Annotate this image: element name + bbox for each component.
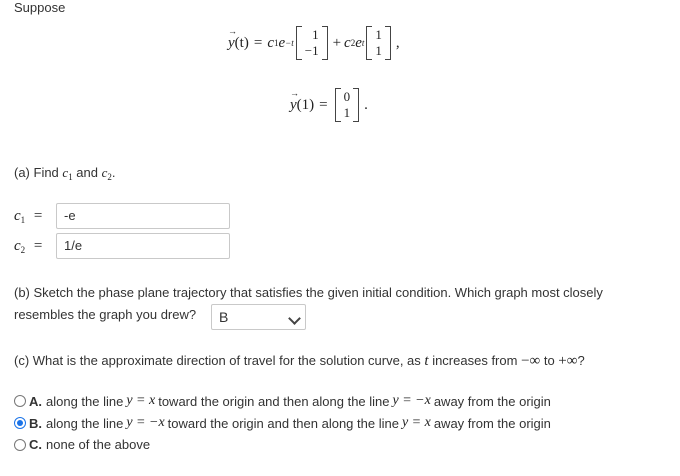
solution-equation [228, 18, 400, 68]
intro-text: Suppose [14, 0, 66, 15]
ic-equals: = [319, 96, 328, 113]
graph-select[interactable] [211, 304, 306, 330]
ic-vector-bottom: 1 [343, 105, 351, 120]
c2-symbol: c [344, 34, 351, 51]
vector-1 [296, 26, 328, 60]
option-a-radio[interactable] [14, 395, 26, 407]
vector-2 [366, 26, 391, 60]
option-c[interactable]: C. none of the above [14, 437, 150, 452]
c2-subscript: 2 [350, 38, 356, 48]
y-argument: (t) [234, 34, 249, 51]
equals-sign: = [253, 34, 263, 51]
part-a-prompt: (a) Find $c_1$ and $c_2$. [14, 165, 116, 182]
part-b-prompt-line2: resembles the graph you drew? [14, 307, 197, 322]
ic-vector-top: 0 [343, 89, 351, 104]
period: . [364, 96, 368, 113]
comma: , [395, 34, 400, 51]
part-c-prompt: (c) What is the approximate direction of travel for the solution curve, as t increases from −∞ to +∞? [14, 353, 585, 369]
vector-1-top: 1 [312, 27, 319, 42]
vector-1-bottom: −1 [304, 43, 319, 58]
option-b[interactable]: B. along the line y = −x toward the origin and then along the line y = x away from the origin [14, 415, 551, 431]
c1-subscript: 1 [273, 38, 279, 48]
c1-label: $c_1$ = [14, 208, 43, 225]
ic-argument: (1) [296, 96, 315, 113]
part-b-prompt-line1: (b) Sketch the phase plane trajectory that satisfies the given initial condition. Which graph most closely [14, 285, 603, 300]
option-a[interactable]: A. along the line y = x toward the origin and then along the line y = −x away from the origin [14, 393, 551, 409]
exp-base-2: e [355, 34, 362, 51]
exp-power-2: t [361, 38, 365, 48]
c2-label: $c_2$ = [14, 238, 43, 255]
chevron-down-icon [288, 312, 301, 325]
c2-input[interactable]: 1/e [56, 233, 230, 259]
initial-condition [290, 80, 368, 130]
exp-power: −t [285, 38, 294, 48]
vector-2-top: 1 [375, 27, 382, 42]
c1-input[interactable]: -e [56, 203, 230, 229]
exp-base: e [278, 34, 286, 51]
graph-select-value: B [219, 309, 229, 325]
y-vector: → y [228, 35, 235, 52]
plus-sign: + [332, 34, 342, 51]
ic-vector [335, 88, 360, 122]
option-c-radio[interactable] [14, 439, 26, 451]
option-b-radio[interactable] [14, 417, 26, 429]
vector-2-bottom: 1 [375, 43, 382, 58]
y-vector-ic: → y [290, 97, 297, 114]
c1-symbol: c [267, 34, 274, 51]
